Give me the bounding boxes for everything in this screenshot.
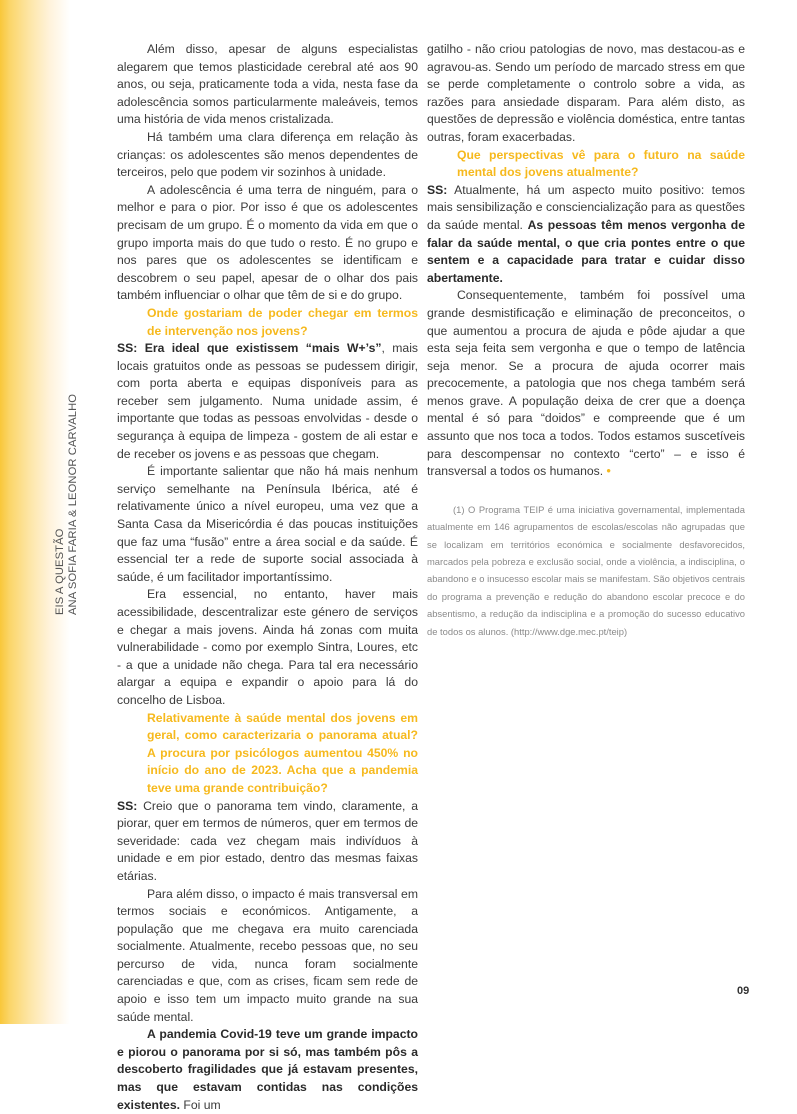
interview-answer <box>427 182 745 288</box>
speaker-label: SS: <box>117 798 138 813</box>
interview-question: Onde gostariam de poder chegar em termos de intervenção nos jovens? <box>147 305 418 338</box>
right-column <box>427 41 745 640</box>
answer-text: , mais locais gratuitos onde as pessoas se pudessem dirigir, com porta aberta e equipas disponíveis para as receber sem julgamento. Numa unidade assim, é importante que todas as pessoas envolvidas - desde o segurança à equipa de limpeza - gostem de ali estar e de receber os jovens e as pessoas que chegam. <box>117 341 418 461</box>
footnote <box>427 501 745 640</box>
interview-answer <box>117 798 418 886</box>
interview-question: Relativamente à saúde mental dos jovens em geral, como caracterizaria o panorama atual? A procura por psicólogos aumentou 450% no início do ano de 2023. Acha que a pandemia teve uma grande contribuição? <box>147 710 418 795</box>
paragraph: Além disso, apesar de alguns especialistas alegarem que temos plasticidade cerebral até aos 90 anos, ou seja, praticamente toda a vida, nesta fase da adolescência somos particularmente maleáveis, temos uma história de vida menos cristalizada. <box>117 42 418 127</box>
paragraph-highlight: A pandemia Covid-19 teve um grande impacto e piorou o panorama por si só, mas também pôs a descoberto fragilidades que já estavam presentes, mas que estavam contidas nas condições existentes. <box>117 1027 418 1112</box>
paragraph <box>117 1026 418 1114</box>
paragraph: É importante salientar que não há mais nenhum serviço semelhante na Península Ibérica, até é relativamente único a nível europeu, uma vez que a Santa Casa da Misericórdia é das poucas instituições que faz uma “fusão” entre a área social e da saúde. É essencial ter a rede de suporte social associada à saúde, é um facilitador importantíssimo. <box>117 464 418 584</box>
paragraph: Era essencial, no entanto, haver mais acessibilidade, descentralizar este género de serviços e chegar a mais jovens. Ainda há zonas com muita vulnerabilidade - como por exemplo Sintra, Loures, etc - a que a unidade não chega. Para tal era necessário alargar a equipa e expandir o apoio para lá do concelho de Lisboa. <box>117 587 418 707</box>
paragraph: gatilho - não criou patologias de novo, mas destacou-as e agravou-as. Sendo um período de marcado stress em que se perde completamente o controlo sobre a vida, as razões para ansiedade disparam. Para além disto, as questões de depressão e violência doméstica, entre tantas outras, foram exacerbadas. <box>427 42 745 144</box>
section-title: EIS A QUESTÃO <box>54 528 66 615</box>
interview-answer <box>117 340 418 463</box>
paragraph: Para além disso, o impacto é mais transversal em termos sociais e económicos. Antigamente, a população que me chegava era muito carenciada socialmente. Atualmente, recebo pessoas que, no seu percurso de vida, nunca foram socialmente carenciadas e que, com as crises, ficam sem rede de apoio e isso tem um impacto muito grande na sua saúde mental. <box>117 886 418 1024</box>
answer-text: Creio que o panorama tem vindo, claramente, a piorar, quer em termos de números, quer em termos de severidade: cada vez chegam mais indivíduos à unidade e em pior estado, dentro das mesmas faixas etárias. <box>117 798 418 883</box>
answer-highlight: SS: Era ideal que existissem “mais W+’s” <box>117 341 382 356</box>
paragraph: Há também uma clara diferença em relação às crianças: os adolescentes são menos dependentes de terceiros, pelo que podem vir sozinhos à unidade. <box>117 129 418 180</box>
footnote-text: (1) O Programa TEIP é uma iniciativa governamental, implementada atualmente em 146 agrupamentos de escolas/escolas não agrupadas que se localizam em territórios económica e socialmente desfavorecidos, marcados pela pobreza e exclusão social, onde a violência, a indisciplina, o abandono e o insucesso escolar mais se manifestam. São objetivos centrais do programa a prevenção e redução do abandono escolar precoce e do absentismo, a redução da indisciplina e a promoção do sucesso educativo de todos os alunos. (http://www.dge.mec.pt/teip) <box>427 503 745 637</box>
paragraph: A adolescência é uma terra de ninguém, para o melhor e para o pior. Por isso é que os adolescentes precisam de um grupo. É o momento da vida em que o grupo importa mais do que tudo o resto. É no grupo e nos pares que os adolescentes se identificam e descobrem o seu papel, apesar de o olhar dos pais também influenciar o olhar que têm de si e do grupo. <box>117 182 418 303</box>
left-column <box>117 41 418 1114</box>
page-number: 09 <box>737 985 750 997</box>
answer-highlight: As pessoas têm menos vergonha de falar da saúde mental, o que cria pontes entre o que sentem e a capacidade para tratar e cuidar disso abertamente. <box>427 217 745 285</box>
paragraph-text: Foi um <box>180 1097 221 1112</box>
paragraph-text: Consequentemente, também foi possível uma grande desmistificação e eliminação de preconceitos, o que aumentou a procura de ajuda e pôde ajudar a que esta seja feita sem vergonha e que o tempo de latência seja menor. Se a procura de ajuda ocorrer mais precocemente, a patologia que nos chega também será menos grave. A população deixa de crer que a doença mental é só para “doidos” e compreende que é um assunto que nos toca a todos. Todos estamos suscetíveis para descompensar no contexto “certo” – e isso é transversal a todos os humanos. <box>427 288 745 479</box>
article-end-mark: • <box>606 464 611 479</box>
paragraph <box>427 287 745 481</box>
interview-question: Que perspectivas vê para o futuro na saúde mental dos jovens atualmente? <box>457 147 745 180</box>
speaker-label: SS: <box>427 182 448 197</box>
article-authors: ANA SOFIA FARIA & LEONOR CARVALHO <box>66 393 79 615</box>
running-header <box>54 375 79 615</box>
answer-text: Atualmente, há um aspecto muito positivo: temos mais sensibilização e consciencialização para as questões da saúde mental. <box>427 182 745 232</box>
